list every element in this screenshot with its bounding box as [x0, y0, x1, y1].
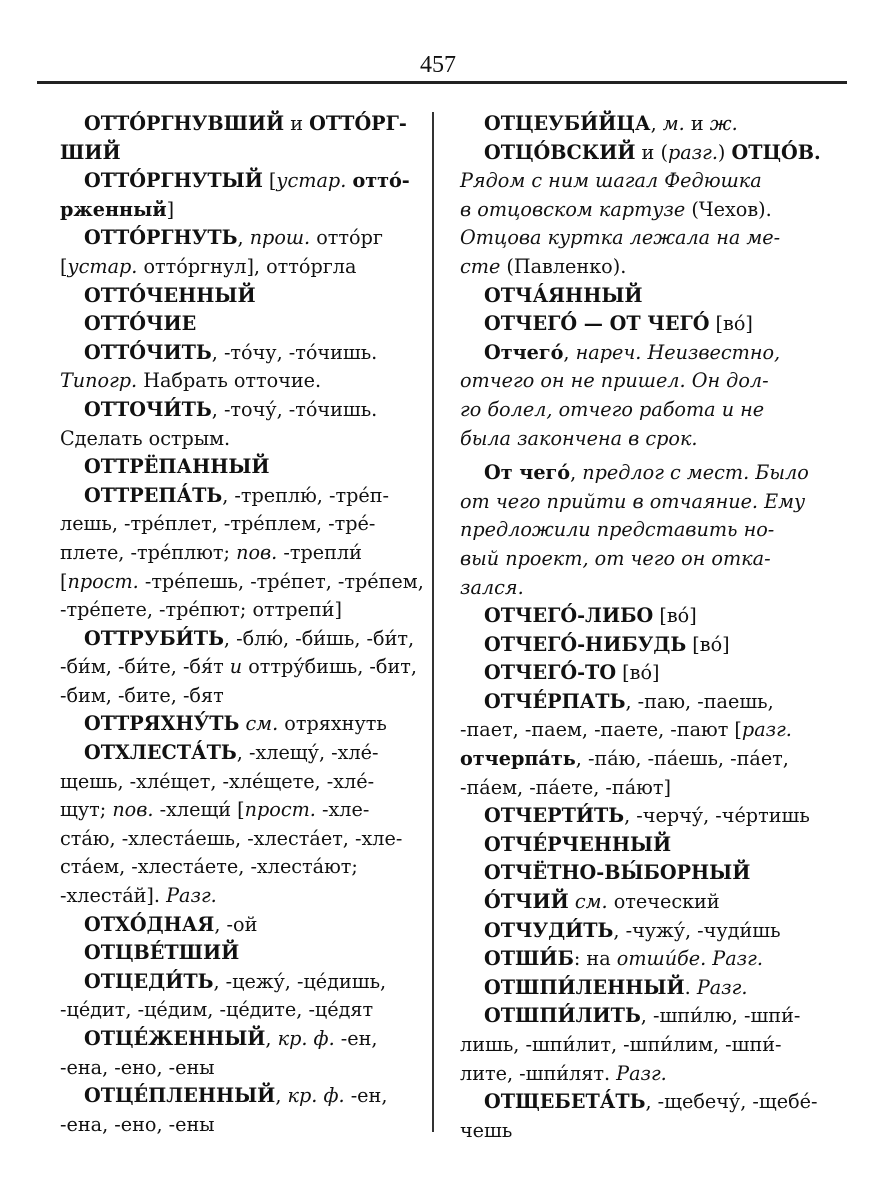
text: (Чехов). — [685, 197, 772, 221]
headword: ОТШИ́Б — [484, 947, 574, 971]
entry-line-start — [460, 945, 822, 974]
text: : на — [573, 947, 617, 971]
entry-line-continuation — [460, 516, 822, 545]
entry-line-start — [460, 1088, 822, 1117]
entry-line-continuation — [60, 653, 422, 682]
entry-line-continuation — [60, 367, 422, 396]
entry-line-continuation — [460, 167, 822, 196]
text: [во́] — [686, 632, 730, 656]
text: -бим, -бите, -бят — [60, 683, 224, 707]
text: -ена, -ено, -ены — [60, 1055, 215, 1079]
entry-line-start — [460, 659, 822, 688]
italic-note: пов. — [112, 798, 154, 822]
entry-line-start — [460, 339, 822, 368]
headword: ОТТО́РГНУТЫЙ — [84, 169, 263, 193]
text: отто́рг — [310, 226, 383, 250]
text: , — [275, 1084, 288, 1108]
text: -хлещи́ [ — [153, 798, 245, 822]
italic-note: сте — [460, 254, 501, 278]
entry-line-start — [460, 831, 822, 860]
entry-line-continuation — [460, 745, 822, 774]
entry-line-start — [460, 459, 822, 488]
text: отто́ргнул], отто́ргла — [137, 254, 357, 278]
italic-note: предложили представить но- — [460, 518, 775, 542]
entry-line-start — [460, 602, 822, 631]
text: , — [237, 226, 250, 250]
entry-line-start — [460, 859, 822, 888]
text: ста́ем, -хлеста́ете, -хлеста́ют; — [60, 855, 358, 879]
entry-line-continuation — [60, 682, 422, 711]
headword: Отчего́ — [484, 340, 564, 364]
italic-note: разг. — [741, 718, 792, 742]
headword: ОТТРЯХНУ́ТЬ — [84, 712, 240, 736]
text: Набрать отточие. — [137, 369, 322, 393]
entry-line-continuation — [60, 768, 422, 797]
entry-line-start — [60, 939, 422, 968]
text: -ен, — [334, 1027, 378, 1050]
entry-line-start — [60, 110, 422, 139]
text: , -блю́, -би́шь, -би́т, — [223, 626, 415, 650]
italic-note: нареч. Неизвестно, — [575, 340, 781, 364]
headword: ОТЦО́В. — [731, 140, 821, 164]
text: [ — [60, 569, 68, 593]
entry-line-continuation — [460, 545, 822, 574]
text: , -паю, -паешь, — [625, 689, 774, 713]
text: , — [570, 461, 583, 485]
column-divider — [432, 112, 434, 1132]
headword: ШИЙ — [60, 140, 121, 164]
headword: ОТТО́РГ- — [309, 112, 407, 135]
italic-note: разг. — [667, 140, 718, 164]
left-column — [60, 110, 422, 1139]
italic-note: прош. — [249, 226, 311, 250]
headword: рженный — [60, 197, 167, 221]
italic-note: Разг. — [616, 1061, 667, 1085]
headword: О́ТЧИЙ — [484, 890, 569, 914]
entry-line-continuation — [60, 539, 422, 568]
entry-line-continuation — [60, 882, 422, 911]
headword: ОТТО́РГНУТЬ — [84, 226, 238, 250]
headword: ОТШПИ́ЛИТЬ — [484, 1004, 641, 1028]
italic-note: кр. ф. — [277, 1027, 335, 1050]
entry-line-start — [60, 224, 422, 253]
entry-line-start — [60, 482, 422, 511]
entry-line-continuation — [460, 488, 822, 517]
headword: ОТЧЕ́РЧЕННЫЙ — [484, 832, 672, 856]
text: -хле- — [315, 798, 370, 822]
headword: ОТТРЁПАННЫЙ — [84, 455, 270, 479]
italic-note: Разг. — [696, 975, 748, 999]
text: -тре́пете, -тре́пют; оттрепи́] — [60, 598, 342, 622]
entry-line-continuation — [460, 716, 822, 745]
entry-line-start — [460, 139, 822, 168]
entry-line-start — [60, 911, 422, 940]
text: ) — [717, 140, 732, 164]
entry-line-start — [60, 396, 422, 425]
text: -ена, -ено, -ены — [60, 1112, 215, 1136]
text: отряхнуть — [278, 712, 387, 736]
italic-note: прост. — [67, 569, 139, 593]
entry-line-continuation — [460, 396, 822, 425]
entry-line-continuation — [60, 253, 422, 282]
text: -трепли́ — [277, 540, 362, 564]
headword: ОТЧА́ЯННЫЙ — [484, 283, 643, 307]
entry-line-start — [60, 739, 422, 768]
entry-line-continuation — [460, 1117, 822, 1146]
entry-line-continuation — [460, 196, 822, 225]
italic-note: от чего прийти в отчаяние. Ему — [460, 489, 806, 513]
text: лишь, -шпи́лит, -шпи́лим, -шпи́- — [460, 1033, 782, 1056]
headword: ОТТО́ЧИЕ — [84, 312, 197, 336]
text: , — [563, 340, 576, 364]
text: чешь — [460, 1118, 513, 1142]
italic-note: вый проект, от чего он отка- — [460, 546, 771, 570]
text: , -цежу́, -це́дишь, — [213, 969, 387, 993]
headword: ОТХО́ДНАЯ — [84, 912, 215, 936]
text: ] — [166, 197, 175, 221]
text: и — [284, 112, 310, 135]
italic-note: кр. ф. — [287, 1084, 345, 1108]
entry-line-start — [460, 802, 822, 831]
text: , — [650, 112, 663, 135]
text: , -треплю́, -тре́п- — [222, 483, 390, 507]
text: (Павленко). — [500, 254, 627, 278]
text: оттру́бишь, -бит, — [242, 655, 417, 679]
italic-note: отчего он не пришел. Он дол- — [460, 369, 769, 393]
text: -па́ем, -па́ете, -па́ют] — [460, 775, 671, 799]
entry-line-start — [60, 710, 422, 739]
italic-note: прост. — [244, 798, 316, 822]
italic-note: предлог с мест. Было — [582, 461, 809, 485]
entry-line-start — [60, 1082, 422, 1111]
entry-line-continuation — [60, 996, 422, 1025]
entry-line-continuation — [60, 510, 422, 539]
headword: ОТЧЕГО́-ЛИБО — [484, 604, 654, 628]
entry-line-continuation — [60, 796, 422, 825]
entry-line-continuation — [60, 1111, 422, 1140]
entry-line-start — [60, 339, 422, 368]
italic-note: го болел, отчего работа и не — [460, 397, 765, 421]
entry-line-continuation — [460, 425, 822, 454]
entry-line-start — [460, 310, 822, 339]
italic-note: Разг. — [166, 884, 217, 908]
entry-line-start — [60, 968, 422, 997]
entry-line-continuation — [60, 853, 422, 882]
headword: ОТЧЕРТИ́ТЬ — [484, 804, 625, 828]
italic-note: устар. — [276, 169, 347, 193]
entry-line-start — [460, 631, 822, 660]
italic-note: ж. — [709, 112, 738, 135]
entry-line-start — [60, 1025, 422, 1054]
text: -би́м, -би́те, -бя́т — [60, 655, 230, 679]
headword: ОТТОЧИ́ТЬ — [84, 397, 212, 421]
italic-note: Типогр. — [60, 369, 138, 393]
headword: ОТШПИ́ЛЕННЫЙ — [484, 975, 685, 999]
text: , -шпи́лю, -шпи́- — [640, 1004, 801, 1028]
headword: ОТЧЕГО́ — ОТ ЧЕГО́ — [484, 312, 710, 336]
italic-note: устар. — [67, 254, 138, 278]
entry-line-start — [460, 688, 822, 717]
entry-line-start — [60, 167, 422, 196]
text: ста́ю, -хлеста́ешь, -хлеста́ет, -хле- — [60, 826, 403, 850]
entry-line-continuation — [460, 224, 822, 253]
italic-note: м. — [662, 112, 685, 135]
entry-line-continuation — [460, 774, 822, 803]
entry-line-continuation — [460, 1060, 822, 1089]
headword: ОТТО́ЧЕННЫЙ — [84, 283, 256, 307]
text: , -щебечу́, -щебе́- — [645, 1090, 818, 1114]
text: и — [684, 112, 710, 135]
text: -ен, — [344, 1084, 388, 1108]
text: [ — [262, 169, 277, 193]
headword: ОТЦЕ́ПЛЕННЫЙ — [84, 1084, 276, 1108]
text: , -черчу́, -че́ртишь — [624, 804, 810, 828]
entry-line-continuation — [60, 596, 422, 625]
right-column — [460, 110, 822, 1145]
entry-line-continuation — [60, 1054, 422, 1083]
text: , -точу́, -то́чишь. — [211, 397, 378, 421]
text: лите, -шпи́лят. — [460, 1061, 617, 1085]
headword: ОТХЛЕСТА́ТЬ — [84, 741, 237, 765]
text: , -чужу́, -чуди́шь — [613, 918, 781, 942]
headword: ОТЦЕДИ́ТЬ — [84, 969, 214, 993]
text: , — [265, 1027, 278, 1050]
italic-note: в отцовском картузе — [460, 197, 686, 221]
text: Сделать острым. — [60, 426, 231, 450]
header-rule — [37, 81, 847, 84]
text: щут; — [60, 798, 113, 822]
italic-note: см. — [245, 712, 279, 736]
italic-note: Рядом с ним шагал Федюшка — [460, 169, 762, 193]
entry-line-start — [60, 453, 422, 482]
headword: ОТТРУБИ́ТЬ — [84, 626, 224, 650]
entry-line-continuation — [460, 574, 822, 603]
text: и ( — [635, 140, 668, 164]
italic-note: см. — [574, 890, 608, 914]
entry-line-start — [460, 282, 822, 311]
italic-note: и — [229, 655, 243, 679]
italic-note: была закончена в срок. — [460, 426, 698, 450]
text: -це́дит, -це́дим, -це́дите, -це́дят — [60, 998, 374, 1022]
text: плете, -тре́плют; — [60, 540, 237, 564]
text: [во́] — [709, 312, 753, 336]
headword: ОТЦО́ВСКИЙ — [484, 140, 636, 164]
entry-line-continuation — [60, 425, 422, 454]
text: [во́] — [653, 604, 697, 628]
text: щешь, -хле́щет, -хле́щете, -хле́- — [60, 769, 375, 793]
headword: ОТЩЕБЕТА́ТЬ — [484, 1090, 646, 1114]
entry-line-continuation — [60, 196, 422, 225]
text: [во́] — [616, 661, 660, 685]
text: , -ой — [214, 912, 258, 936]
entry-line-continuation — [460, 1031, 822, 1060]
entry-line-start — [460, 110, 822, 139]
headword: ОТЦЕУБИ́ЙЦА — [484, 112, 651, 135]
entry-line-continuation — [460, 367, 822, 396]
headword: отто́- — [352, 169, 410, 193]
entry-line-start — [460, 1002, 822, 1031]
headword: ОТЦВЕ́ТШИЙ — [84, 941, 240, 965]
headword: ОТЧЕГО́-НИБУДЬ — [484, 632, 687, 656]
headword: отчерпа́ть — [460, 747, 576, 771]
text: , -па́ю, -па́ешь, -па́ет, — [575, 747, 789, 771]
entry-line-start — [460, 917, 822, 946]
text: -тре́пешь, -тре́пет, -тре́пем, — [138, 569, 424, 593]
entry-line-start — [60, 625, 422, 654]
headword: ОТТРЕПА́ТЬ — [84, 483, 223, 507]
italic-note: пов. — [236, 540, 278, 564]
text: . — [684, 975, 697, 999]
entry-line-start — [60, 310, 422, 339]
headword: ОТЧЁТНО-ВЫ́БОРНЫЙ — [484, 861, 751, 885]
headword: ОТЦЕ́ЖЕННЫЙ — [84, 1027, 266, 1050]
text: -хлеста́й]. — [60, 884, 167, 908]
headword: ОТЧУДИ́ТЬ — [484, 918, 614, 942]
entry-line-continuation — [60, 139, 422, 168]
text: , -то́чу, -то́чишь. — [211, 340, 378, 364]
text: лешь, -тре́плет, -тре́плем, -тре́- — [60, 512, 376, 536]
headword: ОТТО́ЧИТЬ — [84, 340, 212, 364]
headword: ОТЧЕ́РПАТЬ — [484, 689, 626, 713]
entry-line-continuation — [60, 568, 422, 597]
text: -пает, -паем, -паете, -пают [ — [460, 718, 742, 742]
italic-note: зался. — [460, 575, 524, 599]
entry-line-start — [60, 282, 422, 311]
text: [ — [60, 254, 68, 278]
italic-note: отши́бе. Разг. — [616, 947, 763, 971]
entry-line-start — [460, 888, 822, 917]
headword: От чего́ — [484, 461, 571, 485]
text: отеческий — [607, 890, 720, 914]
entry-line-continuation — [460, 253, 822, 282]
entry-line-continuation — [60, 825, 422, 854]
headword: ОТЧЕГО́-ТО — [484, 661, 617, 685]
italic-note: Отцова куртка лежала на ме- — [460, 226, 781, 250]
headword: ОТТО́РГНУВШИЙ — [84, 112, 285, 135]
page-number: 457 — [420, 52, 456, 78]
text: , -хлещу́, -хле́- — [236, 741, 379, 765]
entry-line-start — [460, 974, 822, 1003]
